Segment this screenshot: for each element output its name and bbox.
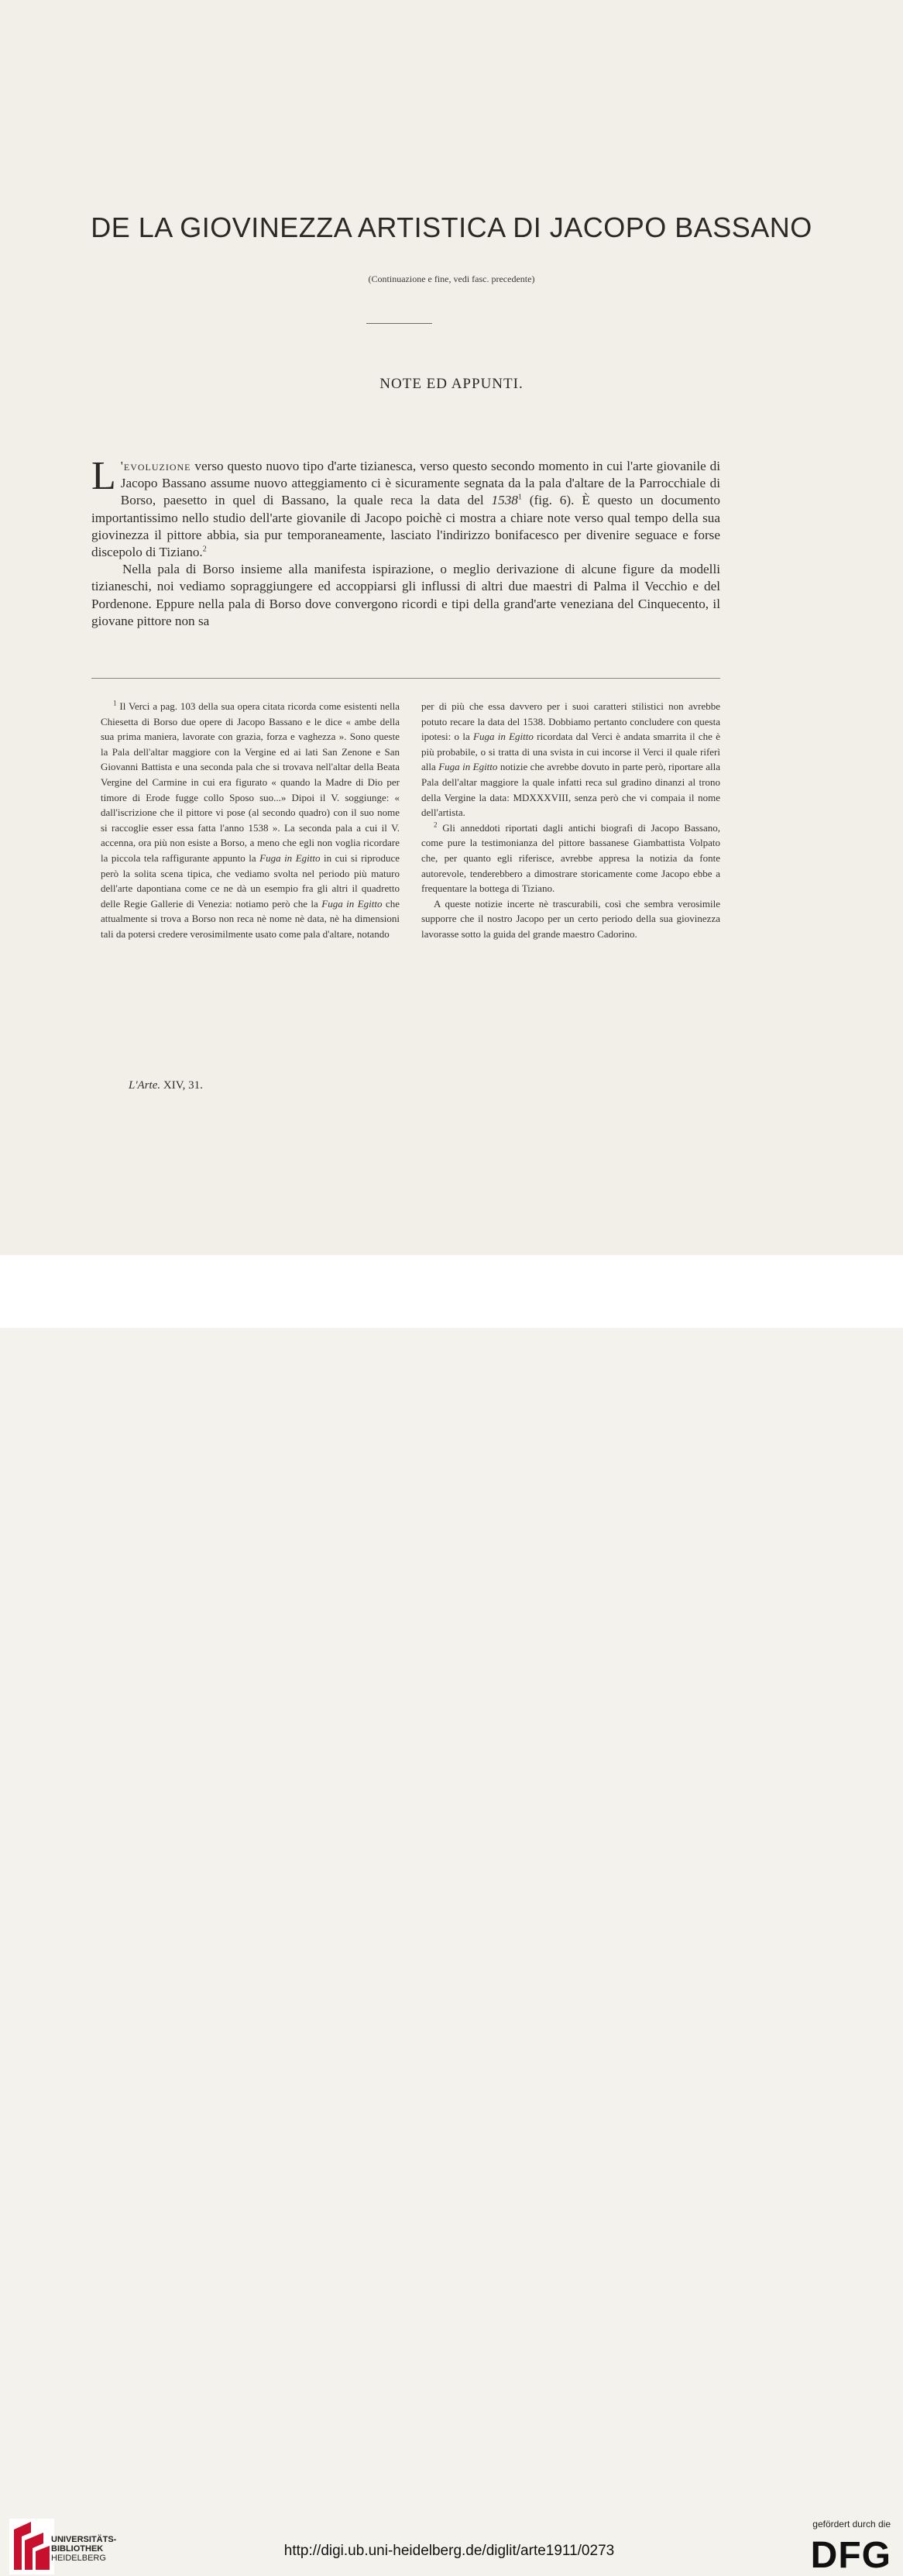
footnote-mark-2: 2 (434, 820, 438, 829)
footer-bar (0, 1255, 903, 2576)
footnote-divider (91, 678, 720, 679)
main-text (91, 454, 720, 630)
institution-line-3: HEIDELBERG (51, 2554, 106, 2563)
page-signature (129, 1079, 203, 1092)
institution-line-1: UNIVERSITÄTS- (51, 2535, 117, 2544)
footnotes-left-column (101, 699, 400, 942)
university-library-name (51, 2535, 116, 2563)
footnote-mark-1: 1 (113, 699, 117, 707)
dfg-logo: DFG (810, 2535, 891, 2576)
paragraph-2: Nella pala di Borso insieme alla manifesta ispirazione, o meglio derivazione di alcune figure da modelli tizianeschi, noi vediamo sopraggiungere ed accoppiarsi gli influssi di altri due maestri di Palma il Vecchio e del Pordenone. Eppure nella pala di Borso dove convergono ricordi e tipi della grand'arte veneziana del Cinquecento, il giovane pittore non sa (91, 562, 720, 628)
footnote-2-text: Gli anneddoti riportati dagli antichi biografi di Jacopo Bassano, come pure la testimonianza del pittore bassanese Giambattista Volpato che, per quanto egli riferisce, avrebbe appresa la notizia da fonte autorevole, tenderebbero a dimostrare storicamente come Jacopo ebbe a frequentare la bottega di Tiziano. (421, 821, 720, 895)
drop-cap: L (91, 454, 116, 498)
footnote-1 (101, 699, 400, 942)
paragraph-1 (91, 454, 720, 561)
funding-label: gefördert durch die (812, 2519, 891, 2530)
article-title: DE LA GIOVINEZZA ARTISTICA DI JACOPO BASSANO (91, 212, 812, 243)
journal-name: L'Arte. (129, 1079, 161, 1092)
footnote-ref-2[interactable]: 2 (202, 545, 207, 554)
title-divider (366, 323, 432, 324)
footnote-1-text-b: in cui si riproduce però la solita scena tipica, che vediamo svolta nel periodo più maturo dell'arte dapontiana come ce ne dà un esempio fra gli altri il quadretto delle Regie Gallerie di Venezia: notiamo però che la (101, 851, 400, 910)
footnote-1-continued (421, 699, 720, 820)
date-1538: 1538 (491, 493, 518, 508)
paragraph-1-text-b: (fig. 6). È questo un documento importantissimo nello studio dell'arte giovanile di Jacopo poichè ci mostra a chiare note verso qual tempo della sua giovinezza il pittore abbia, sia pur temporaneamente, lasciato l'indirizzo bonifacesco per divenire seguace e forse discepolo di Tiziano. (91, 493, 720, 560)
fuga-in-egitto-ref: Fuga in Egitto (321, 897, 383, 910)
footnote-ref-1[interactable]: 1 (517, 493, 522, 502)
university-library-logo-icon (9, 2519, 54, 2574)
footnote-1-cont-text-c: notizie che avrebbe dovuto in parte però, riportare alla Pala dell'altar maggiore la quale infatti reca sul gradino dinanzi al trono della Vergine la data: MDXXXVIII, senza però che vi compaia il nome dell'artista. (421, 761, 720, 819)
journal-volume: XIV, 31. (163, 1079, 203, 1092)
paragraph-1-text-a: verso questo nuovo tipo d'arte tizianesca, verso questo secondo momento in cui l'arte giovanile di Jacopo Bassano assume nuovo atteggiamento ci è sicuramente segnata da la pala d'altare de la Parrocchiale di Borso, paesetto in quel di Bassano, la quale reca la data del (120, 459, 720, 508)
lead-word: 'evoluzione (120, 459, 191, 473)
section-heading: NOTE ED APPUNTI. (379, 376, 524, 392)
scanned-page (0, 0, 903, 1255)
footnotes-right-column (421, 699, 720, 942)
footnote-2-continued: A queste notizie incerte nè trascurabili, così che sembra verosimile supporre che il nostro Jacopo per un certo periodo della sua giovinezza lavorasse sotto la guida del grande maestro Cadorino. (421, 897, 720, 940)
fuga-in-egitto-ref: Fuga in Egitto (438, 761, 498, 773)
article-subtitle: (Continuazione e fine, vedi fasc. precedente) (368, 273, 535, 284)
footnote-1-cont-text-b: ricordata dal Verci è andata smarrita il che è più probabile, o si tratta di una svista in cui incorse il Verci il quale riferì alla (421, 731, 720, 773)
footnote-1-cont-text-a: per di più che essa davvero per i suoi caratteri stilistici non avrebbe potuto recare la data del 1538. Dobbiamo pertanto concludere con questa ipotesi: o la (421, 700, 720, 743)
fuga-in-egitto-ref: Fuga in Egitto (473, 731, 534, 743)
institution-line-2: BIBLIOTHEK (51, 2544, 104, 2554)
footnote-2 (421, 820, 720, 896)
footnote-1-text-a: Il Verci a pag. 103 della sua opera citata ricorda come esistenti nella Chiesetta di Borso due opere di Jacopo Bassano e le dice « ambe della sua prima maniera, lavorate con grazia, forza e vaghezza ». Sono queste la Pala dell'altar maggiore con la Vergine ed ai lati San Zenone e San Giovanni Battista e una seconda pala che si trovava nell'altar della Beata Vergine del Carmine in cui era figurato « quando la Madre di Dio per timore di Erode fugge collo Sposo suo...» Dipoi il V. soggiunge: « dall'iscrizione che il pittore vi pose (al secondo quadro) con il suo nome si raccoglie esser essa fatta l'anno 1538 ». La seconda pala a cui il V. accenna, ora più non esiste a Borso, a meno che egli non voglia ricordare la piccola tela raffigurante appunto la (101, 700, 400, 864)
footnote-1-text-c: che attualmente si trova a Borso non reca nè nome nè data, nè ha dimensioni tali da potersi credere verosimilmente usato come pala d'altare, notando (101, 897, 400, 940)
source-url-link[interactable]: http://digi.ub.uni-heidelberg.de/diglit/arte1911/0273 (283, 2543, 615, 2559)
fuga-in-egitto-ref: Fuga in Egitto (259, 851, 321, 864)
